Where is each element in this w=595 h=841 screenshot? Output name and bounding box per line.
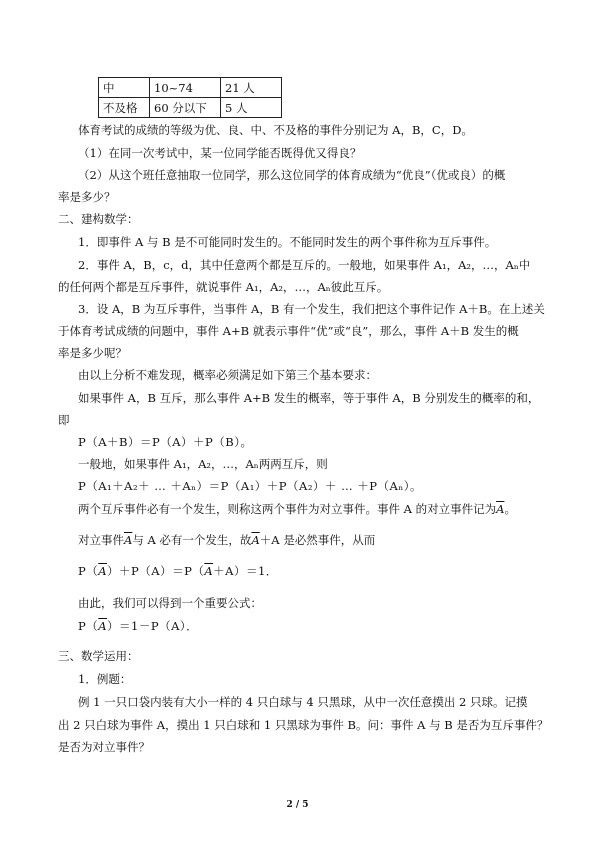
paragraph-line: 出 2 只白球为事件 A，摸出 1 只白球和 1 只黑球为事件 B。问：事件 A 与 B 是否为互斥事件？ [58, 718, 549, 732]
paragraph-line: 即 [58, 413, 70, 427]
complement-symbol: $\overline{A}$ [204, 564, 214, 578]
paragraph-line: 例 1 一只口袋内装有大小一样的 4 只白球与 4 只黑球，从中一次任意摸出 2 只球。记摸 [78, 695, 528, 709]
paragraph-line: （1）在同一次考试中，某一位同学能否既得优又得良？ [78, 146, 362, 160]
complement-symbol: $\overline{A}$ [98, 619, 108, 633]
section-heading: 二、建构数学： [58, 212, 139, 226]
table-row [99, 98, 282, 118]
paragraph-line: 3．设 A，B 为互斥事件，当事件 A，B 有一个发生，我们把这个事件记作 A＋B。在上述关 [78, 302, 545, 316]
paragraph-line: 由以上分析不难发现，概率必须满足如下第三个基本要求： [78, 368, 377, 382]
complement-symbol: $\overline{A}$ [496, 502, 505, 516]
text-span: 对立事件 [78, 533, 124, 547]
formula-complement-sum [78, 564, 278, 579]
paragraph-line [78, 502, 516, 517]
text-span: P（ [78, 619, 99, 633]
text-span: 两个互斥事件必有一个发生，则称这两个事件为对立事件。事件 A 的对立事件记为 [78, 502, 497, 516]
formula-addition: P（A＋B）＝P（A）＋P（B）。 [78, 435, 253, 449]
paragraph-line: 由此，我们可以得到一个重要公式： [78, 596, 262, 610]
paragraph-line: 率是多少？ [58, 190, 116, 204]
paragraph-line: 1．例题： [78, 672, 132, 686]
paragraph-line: 2．事件 A，B，c，d，其中任意两个都是互斥的。一般地，如果事件 A₁，A₂，…，Aₙ中 [78, 258, 531, 272]
grades-table [98, 77, 282, 118]
paragraph-line: 如果事件 A，B 互斥，那么事件 A+B 发生的概率，等于事件 A，B 分别发生的概率的和， [78, 391, 540, 405]
formula-complement [78, 619, 198, 634]
table-cell: 60 分以下 [150, 98, 221, 118]
formula-general-addition: P（A₁＋A₂＋ … ＋Aₙ）＝P（A₁）＋P（A₂）＋ … ＋P（Aₙ）。 [78, 479, 423, 493]
table-cell: 中 [99, 78, 150, 98]
paragraph-line: 一般地，如果事件 A₁，A₂，…，Aₙ两两互斥，则 [78, 457, 328, 471]
paragraph-line: （2）从这个班任意抽取一位同学，那么这位同学的体育成绩为“优良”（优或良）的概 [78, 168, 506, 182]
complement-symbol: $\overline{A}$ [98, 564, 108, 578]
text-span: ＋A）＝1． [213, 564, 278, 578]
section-heading: 三、数学运用： [58, 649, 139, 663]
paragraph-line: 的任何两个都是互斥事件，就说事件 A₁，A₂，…，Aₙ彼此互斥。 [58, 280, 389, 294]
complement-symbol: $\overline{A}$ [124, 533, 133, 547]
paragraph-line: 是否为对立事件？ [58, 740, 150, 754]
text-span: ）＝1－P（A）． [107, 619, 199, 633]
page-number: 2 / 5 [286, 800, 309, 810]
paragraph-line: 1．即事件 A 与 B 是不可能同时发生的。不能同时发生的两个事件称为互斥事件。 [78, 235, 497, 249]
table-cell: 5 人 [221, 98, 282, 118]
text-span: 。 [504, 502, 516, 516]
table-cell: 10~74 [150, 78, 221, 98]
text-span: 与 A 必有一个发生，故 [132, 533, 252, 547]
paragraph-line [78, 533, 375, 548]
text-span: P（ [78, 564, 99, 578]
text-span: ）＋P（A）＝P（ [107, 564, 205, 578]
paragraph-line: 体育考试的成绩的等级为优、良、中、不及格的事件分别记为 A，B，C，D。 [78, 123, 473, 137]
table-cell: 21 人 [221, 78, 282, 98]
paragraph-line: 于体育考试成绩的问题中，事件 A+B 就表示事件“优”或“良”，那么，事件 A＋B 发生的概 [58, 324, 519, 338]
complement-symbol: $\overline{A}$ [251, 533, 260, 547]
table-cell: 不及格 [99, 98, 150, 118]
paragraph-line: 率是多少呢？ [58, 346, 127, 360]
table-row [99, 78, 282, 98]
text-span: ＋A 是必然事件，从而 [259, 533, 376, 547]
